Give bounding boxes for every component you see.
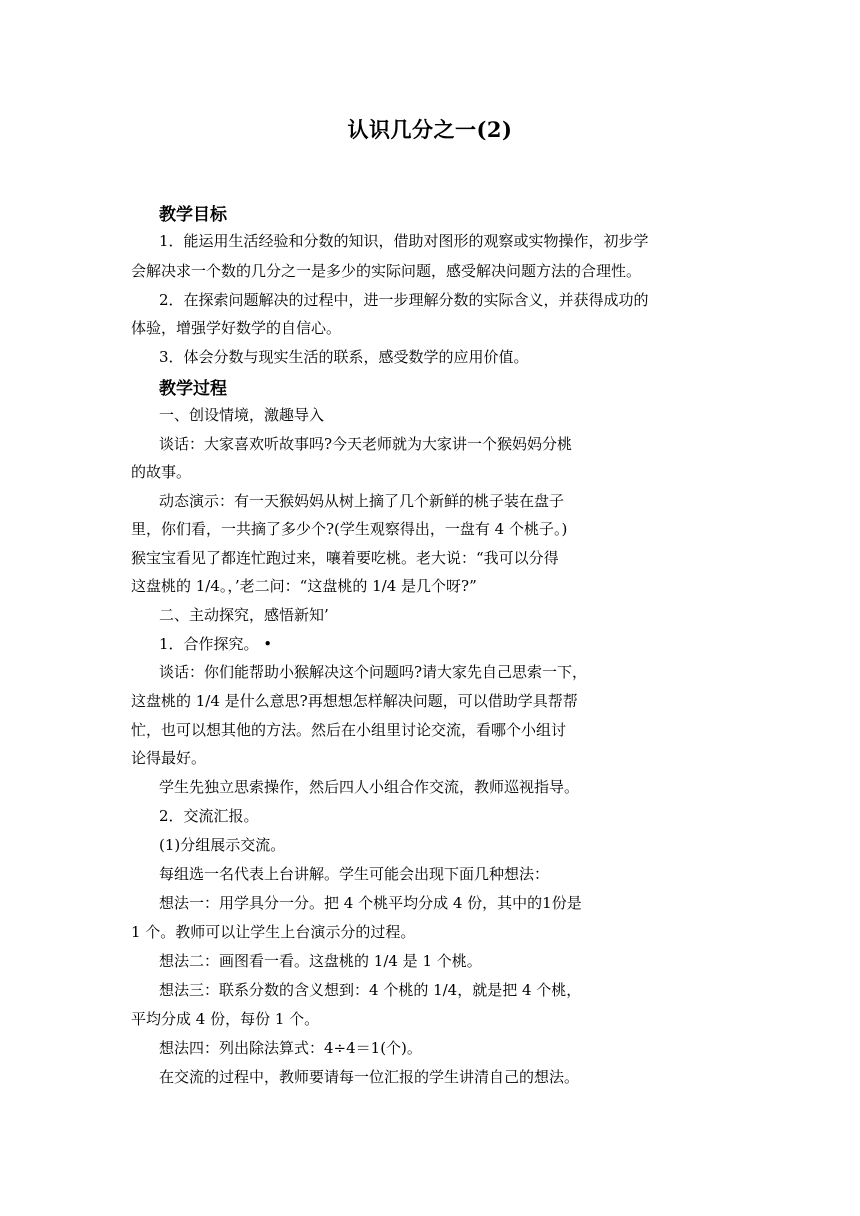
paragraph-line: 1．合作探究。 •	[159, 635, 273, 653]
paragraph-line: 想法二：画图看一看。这盘桃的 1/4 是 1 个桃。	[159, 952, 482, 970]
paragraph-line: 论得最好。	[131, 749, 207, 767]
paragraph-line: 这盘桃的 1/4。，’老二问：“这盘桃的 1/4 是几个呀?”	[131, 577, 477, 595]
paragraph-line: 这盘桃的 1/4 是什么意思?再想想怎样解决问题，可以借助学具帮帮	[131, 692, 578, 710]
paragraph-line: 动态演示：有一天猴妈妈从树上摘了几个新鲜的桃子装在盘子	[159, 492, 565, 510]
section-heading-objectives: 教学目标	[159, 205, 227, 225]
paragraph-line: 会解决求一个数的几分之一是多少的实际问题，感受解决问题方法的合理性。	[131, 262, 642, 280]
paragraph-line: 的故事。	[131, 463, 192, 481]
paragraph-line: 想法三：联系分数的含义想到：4 个桃的 1/4，就是把 4 个桃，	[159, 981, 582, 999]
paragraph-line: 1．能运用生活经验和分数的知识，借助对图形的观察或实物操作，初步学	[159, 232, 649, 250]
paragraph-line: 在交流的过程中，教师要请每一位汇报的学生讲清自己的想法。	[159, 1068, 580, 1086]
paragraph-line: 二、主动探究，感悟新知’	[159, 606, 329, 624]
paragraph-line: 想法四：列出除法算式：4÷4＝1(个)。	[159, 1039, 422, 1057]
paragraph-line: 学生先独立思索操作，然后四人小组合作交流，教师巡视指导。	[159, 778, 580, 796]
paragraph-line: 谈话：大家喜欢听故事吗?今天老师就为大家讲一个猴妈妈分桃	[159, 435, 573, 453]
page-title: 认识几分之一(2)	[347, 117, 513, 142]
paragraph-line: 体验，增强学好数学的自信心。	[131, 319, 342, 337]
paragraph-line: 2．交流汇报。	[159, 807, 259, 825]
paragraph-line: 想法一：用学具分一分。把 4 个桃平均分成 4 份，其中的1份是	[159, 894, 582, 912]
paragraph-line: (1)分组展示交流。	[159, 836, 286, 854]
paragraph-line: 每组选一名代表上台讲解。学生可能会出现下面几种想法：	[159, 865, 550, 883]
paragraph-line: 里，你们看，一共摘了多少个?(学生观察得出，一盘有 4 个桃子。)	[131, 520, 568, 538]
paragraph-line: 2．在探索问题解决的过程中，进一步理解分数的实际含义，并获得成功的	[159, 291, 649, 309]
paragraph-line: 平均分成 4 份，每份 1 个。	[131, 1010, 320, 1028]
paragraph-line: 1 个。教师可以让学生上台演示分的过程。	[131, 923, 416, 941]
paragraph-line: 忙，也可以想其他的方法。然后在小组里讨论交流，看哪个小组讨	[131, 721, 567, 739]
paragraph-line: 谈话：你们能帮助小猴解决这个问题吗?请大家先自己思索一下，	[159, 663, 588, 681]
paragraph-line: 一、创设情境，激趣导入	[159, 406, 325, 424]
paragraph-line: 3．体会分数与现实生活的联系，感受数学的应用价值。	[159, 348, 529, 366]
paragraph-line: 猴宝宝看见了都连忙跑过来，嚷着要吃桃。老大说：“我可以分得	[131, 549, 559, 567]
section-heading-process: 教学过程	[159, 379, 227, 399]
